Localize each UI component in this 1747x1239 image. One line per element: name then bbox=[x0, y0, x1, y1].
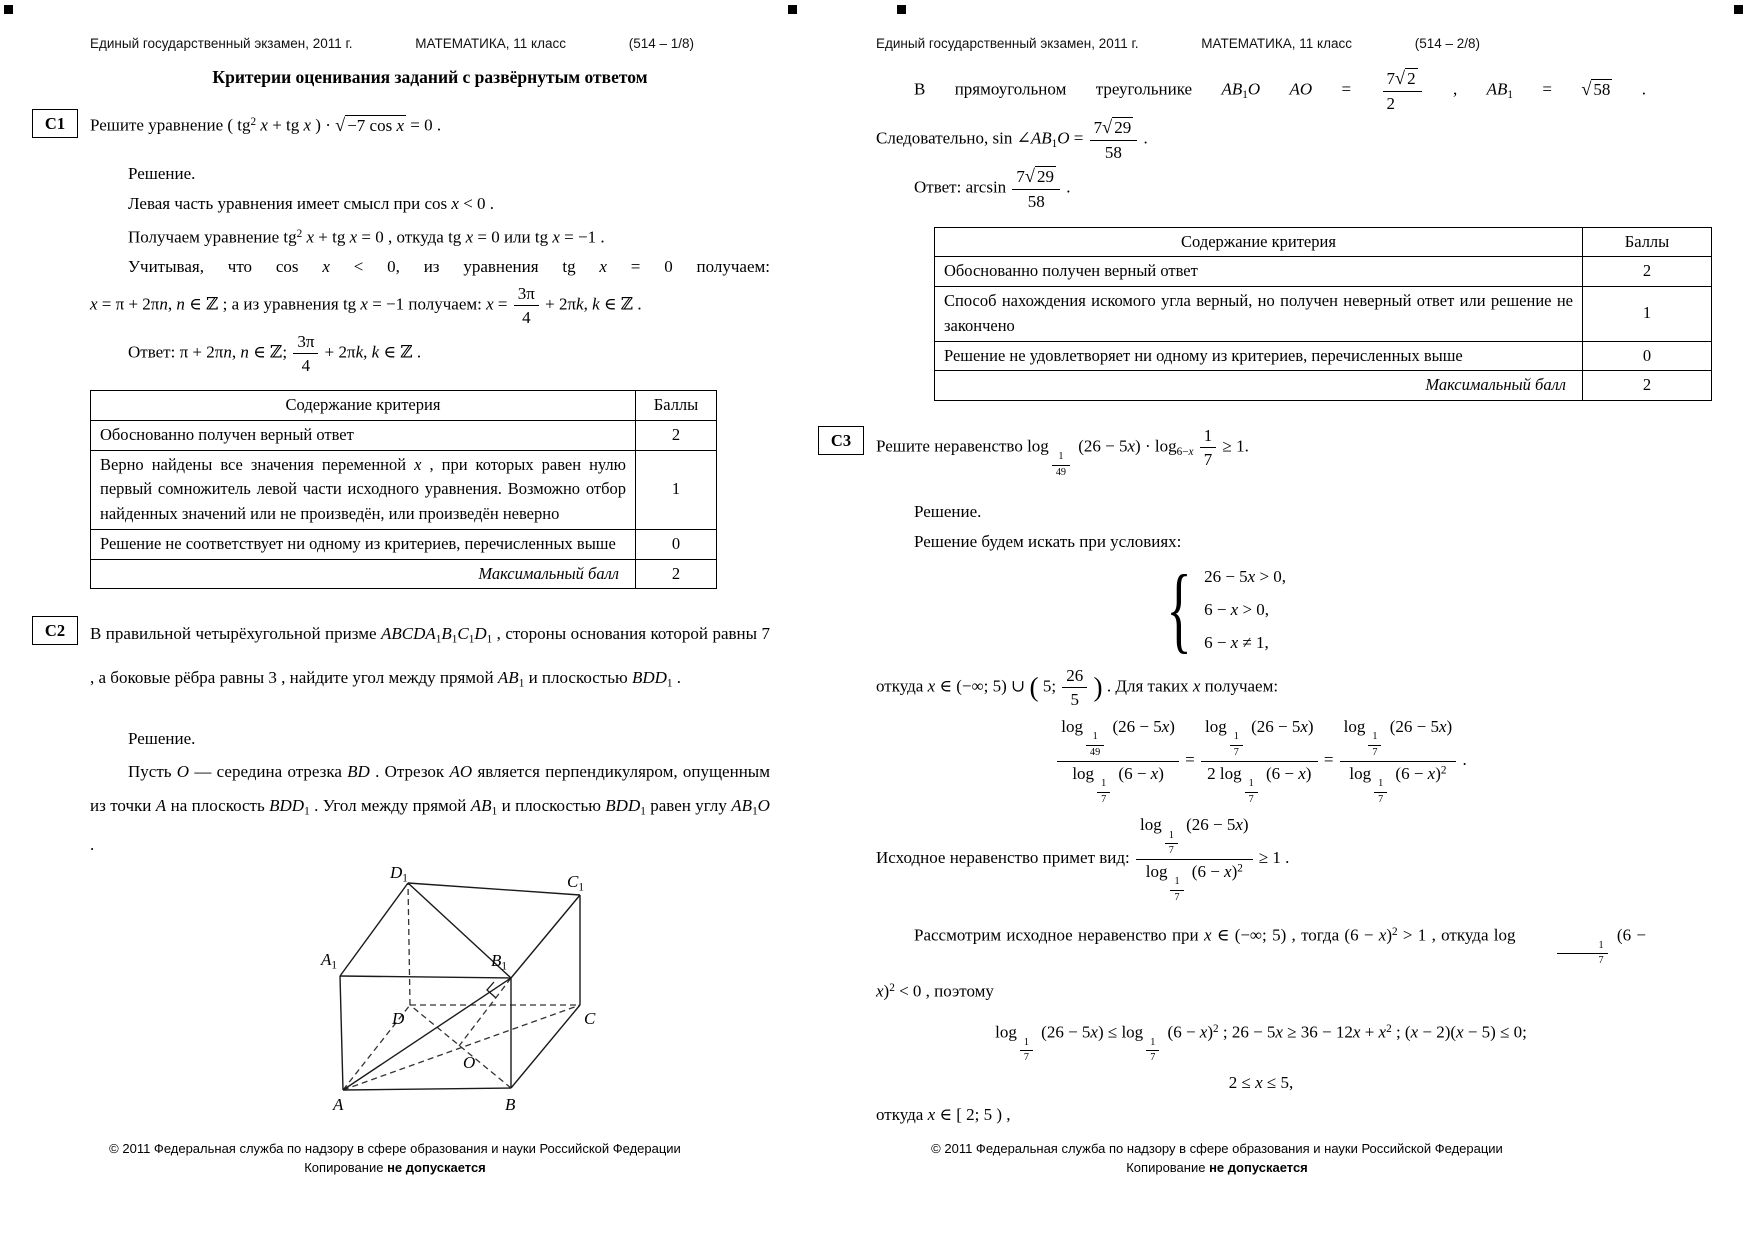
criteria-header-cell: Содержание критерия bbox=[935, 227, 1583, 257]
vertex-label-a: A bbox=[333, 1095, 344, 1115]
vertex-label-b: B bbox=[505, 1095, 516, 1115]
score-header-cell: Баллы bbox=[636, 391, 717, 421]
c2-solution-heading: Решение. bbox=[128, 728, 196, 748]
task-c2 bbox=[44, 615, 770, 702]
c1-solution-line-3: Учитывая, что cos x < 0, из уравнения tg x = 0 получаем: bbox=[128, 257, 770, 277]
table-max-row bbox=[91, 559, 717, 589]
system-lines bbox=[1204, 560, 1286, 659]
task-label-c2: C2 bbox=[32, 616, 78, 645]
header-subject: МАТЕМАТИКА, 11 класс bbox=[1201, 36, 1352, 51]
c3-log-identity: log $\frac{1}{49}$ (26 − 5x) log $\frac{1}{7}$ (6 − x) = log $\frac{1}{7}$ (26 − 5x) 2 log $\frac{1}{7}$ (6 − x) = log $\frac{1}{7}$ (26 − 5x) log $\frac{1}{7}$ $(6 - x)^2$ . bbox=[876, 716, 1646, 806]
c1-problem: Решите уравнение ( $tg^2$ x + tg x ) · √ −7 cos x = 0 . bbox=[90, 114, 442, 135]
header-page-code: (514 – 2/8) bbox=[1414, 36, 1480, 51]
page2-header bbox=[876, 36, 1480, 51]
vertex-label-c1: $C_1$ bbox=[567, 872, 584, 894]
system-line-1: 26 − 5x > 0, bbox=[1204, 566, 1287, 586]
c3-solution-interval: 2 ≤ x ≤ 5, bbox=[1228, 1073, 1294, 1093]
vertex-label-d: D bbox=[392, 1009, 405, 1029]
page-2 bbox=[812, 0, 1747, 1239]
footer-no-copy: Копирование не допускается bbox=[1126, 1160, 1308, 1175]
c1-solution-line-4: x = π + 2πn, n ∈ ℤ ; а из уравнения tg x = −1 получаем: x = $\frac{3\pi}{4}$ + 2πk, k ∈ ℤ . bbox=[90, 284, 642, 328]
c3-inequality-chain: log $\frac{1}{7}$ (26 − 5x) ≤ log $\frac{1}{7}$ $(6 - x)^2$ ; $26 - 5x \ge 36 - 12x + x^2$ ; (x − 2)(x − 5) ≤ 0; bbox=[995, 1022, 1527, 1064]
footer-no-copy: Копирование не допускается bbox=[304, 1160, 486, 1175]
c3-case-analysis: Рассмотрим исходное неравенство при x ∈ (−∞; 5) , тогда $(6 - x)^2 > 1$ , откуда log $\frac{1}{7}$ $(6 - x)^2 < 0$ , поэтому bbox=[876, 925, 1646, 1001]
score-cell: 0 bbox=[636, 529, 717, 559]
criteria-cell: Обоснованно получен верный ответ bbox=[91, 420, 636, 450]
vertex-label-a1: $A_1$ bbox=[321, 950, 337, 972]
task-label-c1: C1 bbox=[32, 109, 78, 138]
table-row bbox=[91, 529, 717, 559]
c2-criteria-table bbox=[934, 227, 1712, 402]
criteria-cell: Решение не удовлетворяет ни одному из критериев, перечисленных выше bbox=[935, 341, 1583, 371]
system-line-2: 6 − x > 0, bbox=[1204, 599, 1270, 619]
table-row bbox=[91, 450, 717, 529]
score-cell: 2 bbox=[1583, 257, 1712, 287]
header-subject: МАТЕМАТИКА, 11 класс bbox=[415, 36, 566, 51]
right-angle-mark bbox=[487, 982, 496, 998]
table-header-row bbox=[91, 391, 717, 421]
prism-diagram bbox=[295, 872, 645, 1130]
score-cell: 2 bbox=[636, 420, 717, 450]
vertex-label-o: O bbox=[463, 1053, 476, 1073]
c2-continuation-line-1: В прямоугольном треугольнике $AB_1O$ AO = $\frac{7√ 2}{2}$ , $AB_1$ = √ 58 . bbox=[914, 68, 1647, 113]
footer-copyright: © 2011 Федеральная служба по надзору в сфере образования и науки Российской Федерации bbox=[931, 1141, 1503, 1156]
c1-solution-heading: Решение. bbox=[128, 163, 196, 183]
c3-solution-line-1: Решение будем искать при условиях: bbox=[914, 531, 1182, 551]
c3-final-line: откуда x ∈ [ 2; 5 ) , bbox=[876, 1105, 1011, 1125]
c2-problem: В правильной четырёхугольной призме $ABCDA_1B_1C_1D_1$ , стороны основания которой равны 7 , а боковые рёбра равны 3 , найдите угол между прямой $AB_1$ и плоскостью $BDD_1$ . bbox=[90, 624, 770, 690]
c1-criteria-table bbox=[90, 390, 717, 589]
page-title: Критерии оценивания заданий с развёрнутым ответом bbox=[212, 67, 648, 87]
c3-domain-line: откуда x ∈ (−∞; 5) ∪ ( 5; $\frac{26}{5}$ ) . Для таких x получаем: bbox=[876, 665, 1279, 709]
header-exam-title: Единый государственный экзамен, 2011 г. bbox=[876, 36, 1139, 51]
header-page-code: (514 – 1/8) bbox=[628, 36, 694, 51]
max-score-label: Максимальный балл bbox=[91, 559, 636, 589]
max-score-label: Максимальный балл bbox=[935, 371, 1583, 401]
c3-problem: Решите неравенство log $\frac{1}{49}$ $(26 - 5x) \cdot \log_{6-x}$ $\frac{1}{7}$ ≥ 1. bbox=[876, 426, 1249, 478]
prism-hidden-edges bbox=[343, 883, 580, 1090]
header-exam-title: Единый государственный экзамен, 2011 г. bbox=[90, 36, 353, 51]
criteria-header-cell: Содержание критерия bbox=[91, 391, 636, 421]
page1-footer bbox=[5, 1139, 785, 1177]
page-1 bbox=[0, 0, 812, 1239]
table-row bbox=[91, 420, 717, 450]
table-row bbox=[935, 341, 1712, 371]
criteria-cell: Обоснованно получен верный ответ bbox=[935, 257, 1583, 287]
task-c1 bbox=[44, 108, 770, 140]
task-c3 bbox=[830, 425, 1646, 479]
vertex-label-c: C bbox=[584, 1009, 596, 1029]
table-row bbox=[935, 287, 1712, 342]
prism-visible-edges bbox=[340, 883, 580, 1090]
vertex-label-d1: $D_1$ bbox=[390, 863, 408, 885]
system-brace: { bbox=[1166, 555, 1192, 663]
criteria-cell: Способ нахождения искомого угла верный, но получен неверный ответ или решение не закончено bbox=[935, 287, 1583, 342]
max-score-cell: 2 bbox=[1583, 371, 1712, 401]
system-line-3: 6 − x ≠ 1, bbox=[1204, 632, 1269, 652]
c3-solution-heading: Решение. bbox=[914, 501, 982, 521]
c2-continuation-line-2: Следовательно, $\sin \angle AB_1O$ = $\frac{7√ 29}{58}$ . bbox=[876, 117, 1148, 163]
c3-system bbox=[1156, 555, 1646, 663]
criteria-cell: Верно найдены все значения переменной x , при которых равен нулю первый сомножитель левой части исходного уравнения. Возможно отбор найденных значений или не произведён, или произведён неверно bbox=[91, 450, 636, 529]
c1-solution-line-2: Получаем уравнение $tg^2$ x + tg x = 0 , откуда tg x = 0 или tg x = −1 . bbox=[128, 227, 605, 247]
vertex-label-b1: $B_1$ bbox=[491, 951, 507, 973]
c2-solution-para: Пусть O — середина отрезка BD . Отрезок AO является перпендикуляром, опущенным из точки A на плоскость $BDD_1$ . Угол между прямой $AB_1$ и плоскостью $BDD_1$ равен углу $AB_1O$ . bbox=[90, 761, 770, 855]
page2-footer bbox=[812, 1139, 1622, 1177]
score-cell: 1 bbox=[1583, 287, 1712, 342]
c3-transformed-inequality: Исходное неравенство примет вид: log $\frac{1}{7}$ (26 − 5x) log $\frac{1}{7}$ $(6 - x)^2$ ≥ 1 . bbox=[876, 815, 1290, 904]
c1-answer: Ответ: π + 2πn, n ∈ ℤ; $\frac{3\pi}{4}$ + 2πk, k ∈ ℤ . bbox=[128, 331, 422, 375]
c2-answer: Ответ: arcsin $\frac{7√ 29}{58}$ . bbox=[914, 166, 1071, 212]
c2-figure bbox=[295, 863, 645, 1130]
max-score-cell: 2 bbox=[636, 559, 717, 589]
score-cell: 0 bbox=[1583, 341, 1712, 371]
criteria-cell: Решение не соответствует ни одному из критериев, перечисленных выше bbox=[91, 529, 636, 559]
table-max-row bbox=[935, 371, 1712, 401]
score-header-cell: Баллы bbox=[1583, 227, 1712, 257]
table-header-row bbox=[935, 227, 1712, 257]
score-cell: 1 bbox=[636, 450, 717, 529]
page1-header bbox=[90, 36, 694, 51]
footer-copyright: © 2011 Федеральная служба по надзору в сфере образования и науки Российской Федерации bbox=[109, 1141, 681, 1156]
c1-solution-line-1: Левая часть уравнения имеет смысл при cos x < 0 . bbox=[128, 193, 495, 213]
task-label-c3: C3 bbox=[818, 426, 864, 455]
table-row bbox=[935, 257, 1712, 287]
